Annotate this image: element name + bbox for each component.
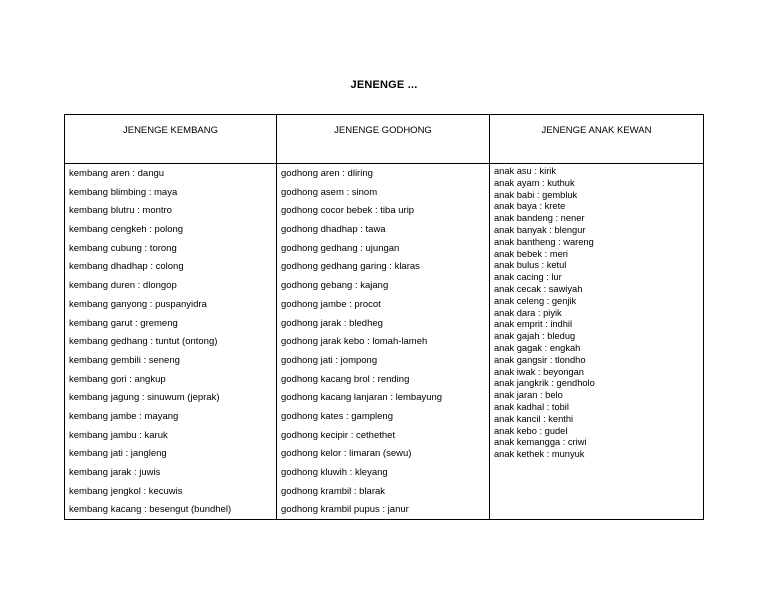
godhong-item: godhong kates : gampleng (281, 410, 393, 422)
kembang-item: kembang ganyong : puspanyidra (69, 298, 207, 310)
godhong-item: godhong kacang brol : rending (281, 373, 410, 385)
anak-kewan-item: anak kadhal : tobil (494, 401, 569, 412)
godhong-item: godhong gebang : kajang (281, 280, 389, 292)
anak-kewan-item: anak bantheng : wareng (494, 236, 594, 247)
anak-kewan-item: anak dara : piyik (494, 307, 562, 318)
godhong-item: godhong kecipir : cethethet (281, 429, 396, 441)
kembang-item: kembang aren : dangu (69, 168, 165, 179)
godhong-item: godhong aren : dliring (281, 168, 373, 179)
kembang-item: kembang kacang : besengut (bundhel) (69, 504, 232, 516)
anak-kewan-item: anak gagak : engkah (494, 342, 581, 353)
anak-kewan-item: anak emprit : indhil (494, 319, 573, 330)
header-anak-kewan: JENENGE ANAK KEWAN (541, 125, 652, 136)
anak-kewan-item: anak bulus : ketul (494, 260, 567, 271)
anak-kewan-item: anak baya : krete (494, 201, 566, 212)
godhong-item: godhong jarak : bledheg (281, 317, 383, 329)
godhong-item: godhong asem : sinom (281, 186, 378, 198)
godhong-item: godhong jati : jompong (281, 354, 378, 366)
godhong-item: godhong kluwih : kleyang (281, 467, 388, 478)
anak-kewan-item: anak jangkrik : gendholo (494, 378, 595, 389)
anak-kewan-item: anak iwak : beyongan (494, 366, 584, 377)
names-table (64, 114, 704, 520)
anak-kewan-item: anak kemangga : criwi (494, 437, 587, 448)
anak-kewan-item: anak gangsir : tlondho (494, 354, 586, 365)
godhong-item: godhong cocor bebek : tiba urip (281, 205, 415, 217)
anak-kewan-item: anak kancil : kenthi (494, 413, 574, 424)
anak-kewan-item: anak celeng : genjik (494, 295, 577, 306)
anak-kewan-list (490, 166, 703, 461)
godhong-item: godhong gedhang garing : klaras (281, 261, 420, 273)
anak-kewan-item: anak bandeng : nener (494, 213, 585, 224)
anak-kewan-item: anak kethek : munyuk (494, 449, 585, 460)
kembang-item: kembang dhadhap : colong (69, 261, 184, 273)
kembang-item: kembang gori : angkup (69, 373, 166, 385)
godhong-item: godhong jarak kebo : lomah-lameh (281, 336, 428, 348)
godhong-list (277, 165, 489, 520)
anak-kewan-item: anak gajah : bledug (494, 331, 576, 342)
anak-kewan-item: anak bebek : meri (494, 248, 568, 259)
godhong-item: godhong kacang lanjaran : lembayung (281, 392, 443, 404)
kembang-item: kembang garut : gremeng (69, 317, 178, 329)
kembang-list (65, 165, 276, 520)
page-title: JENENGE ... (350, 79, 418, 91)
godhong-item: godhong krambil pupus : janur (281, 504, 409, 516)
godhong-item: godhong gedhang : ujungan (281, 242, 400, 254)
anak-kewan-item: anak kebo : gudel (494, 425, 568, 436)
godhong-item: godhong dhadhap : tawa (281, 224, 386, 236)
kembang-item: kembang gembili : seneng (69, 354, 180, 366)
header-kembang: JENENGE KEMBANG (122, 125, 219, 136)
anak-kewan-item: anak asu : kirik (494, 166, 557, 176)
godhong-item: godhong kelor : limaran (sewu) (281, 448, 412, 460)
kembang-item: kembang jambu : karuk (69, 429, 168, 441)
kembang-item: kembang duren : dlongop (69, 280, 177, 292)
kembang-item: kembang jambe : mayang (69, 410, 179, 422)
anak-kewan-item: anak cecak : sawiyah (494, 283, 583, 294)
godhong-item: godhong jambe : procot (281, 298, 381, 310)
kembang-item: kembang blutru : montro (69, 205, 172, 217)
kembang-item: kembang blimbing : maya (69, 186, 178, 198)
header-divider (65, 163, 703, 164)
anak-kewan-item: anak babi : gembluk (494, 189, 578, 200)
anak-kewan-item: anak jaran : belo (494, 390, 563, 401)
kembang-item: kembang jagung : sinuwum (jeprak) (69, 392, 220, 404)
kembang-item: kembang jati : jangleng (69, 448, 167, 460)
kembang-item: kembang cengkeh : polong (69, 224, 184, 236)
kembang-item: kembang gedhang : tuntut (ontong) (69, 336, 218, 348)
anak-kewan-item: anak ayam : kuthuk (494, 177, 575, 188)
anak-kewan-item: anak cacing : lur (494, 272, 562, 283)
header-godhong: JENENGE GODHONG (334, 125, 432, 136)
kembang-item: kembang cubung : torong (69, 242, 177, 254)
kembang-item: kembang jarak : juwis (69, 467, 161, 478)
anak-kewan-item: anak banyak : blengur (494, 224, 586, 235)
kembang-item: kembang jengkol : kecuwis (69, 485, 183, 497)
godhong-item: godhong krambil : blarak (281, 485, 386, 497)
